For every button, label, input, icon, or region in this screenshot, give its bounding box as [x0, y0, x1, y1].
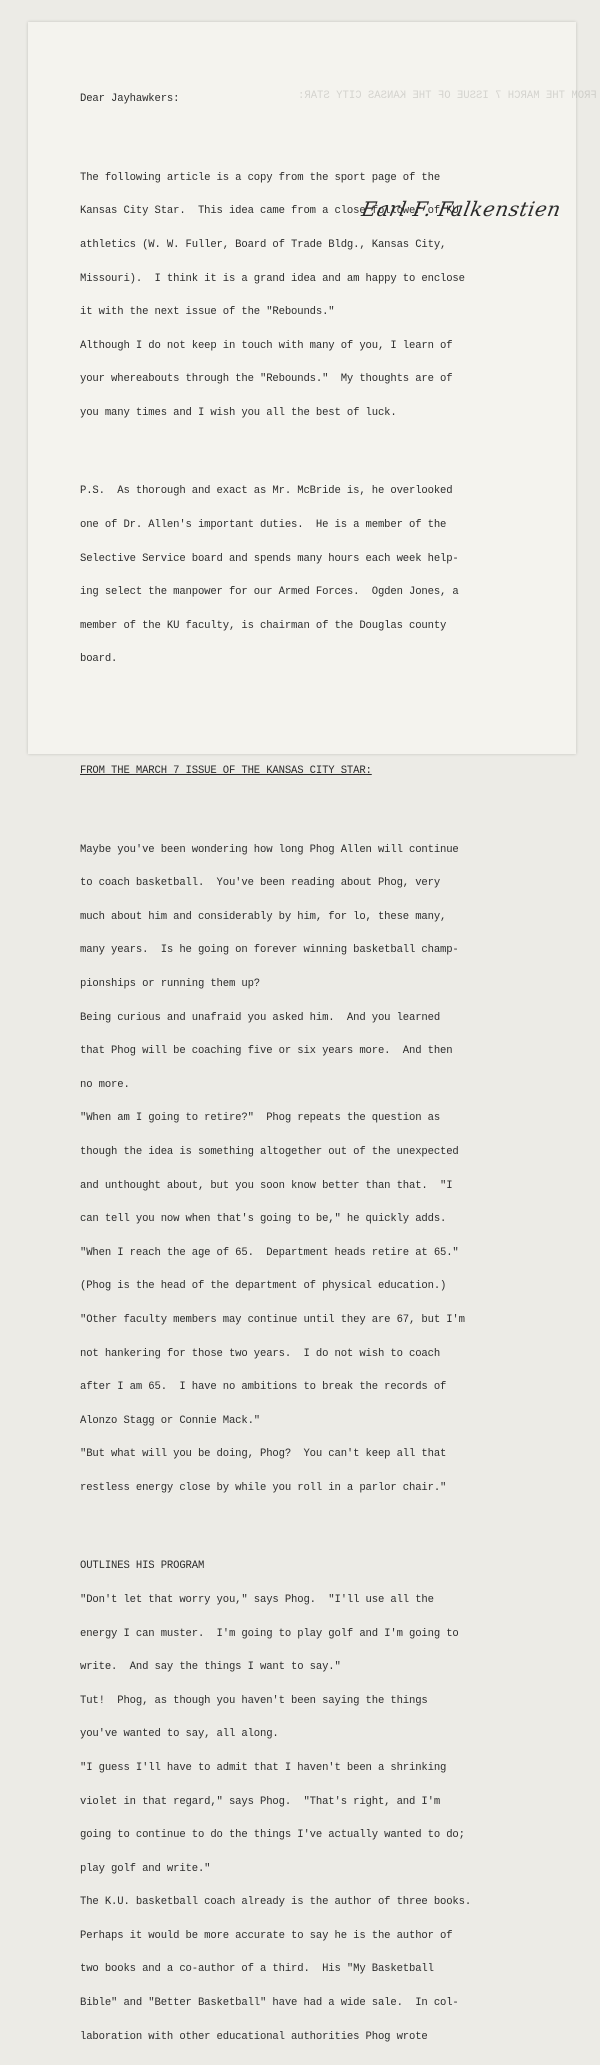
intro-line: Missouri). I think it is a grand idea and am happy to enclose — [80, 272, 465, 285]
salutation: Dear Jayhawkers: — [80, 93, 180, 106]
article-line: much about him and considerably by him, for lo, these many, — [80, 910, 447, 923]
program-line: Bible" and "Better Basketball" have had a wide sale. In col- — [80, 1997, 459, 2010]
article-line: pionships or running them up? — [80, 978, 261, 991]
article-line: that Phog will be coaching five or six years more. And then — [80, 1045, 453, 1058]
ps-line: ing select the manpower for our Armed Forces. Ogden Jones, a — [80, 586, 459, 599]
subheading: OUTLINES HIS PROGRAM — [80, 1560, 205, 1573]
signature: Earl F. Falkenstien — [359, 197, 564, 221]
intro-line: you many times and I wish you all the best of luck. — [80, 406, 397, 419]
intro-line: Kansas City Star. This idea came from a close follower of KU — [80, 205, 459, 218]
program-line: "I guess I'll have to admit that I haven't been a shrinking — [80, 1761, 447, 1774]
intro-line: it with the next issue of the "Rebounds." — [80, 306, 335, 319]
letter-body — [80, 72, 560, 2065]
intro-line: your whereabouts through the "Rebounds." My thoughts are of — [80, 373, 453, 386]
article-line: Being curious and unafraid you asked him. And you learned — [80, 1011, 441, 1024]
article-line: (Phog is the head of the department of physical education.) — [80, 1280, 447, 1293]
program-line: write. And say the things I want to say." — [80, 1661, 341, 1674]
intro-line: The following article is a copy from the sport page of the — [80, 171, 441, 184]
article-line: not hankering for those two years. I do not wish to coach — [80, 1347, 441, 1360]
article-line: no more. — [80, 1078, 130, 1091]
program-line: laboration with other educational authorities Phog wrote — [80, 2030, 428, 2043]
article-line: restless energy close by while you roll in a parlor chair." — [80, 1481, 447, 1494]
program-line: "Don't let that worry you," says Phog. "I'll use all the — [80, 1593, 434, 1606]
program-line: The K.U. basketball coach already is the author of three books. — [80, 1896, 472, 1909]
program-line: Tut! Phog, as though you haven't been saying the things — [80, 1694, 428, 1707]
program-line: play golf and write." — [80, 1862, 211, 1875]
ps-line: Selective Service board and spends many hours each week help- — [80, 552, 459, 565]
article-line: "Other faculty members may continue until they are 67, but I'm — [80, 1314, 465, 1326]
program-line: violet in that regard," says Phog. "That's right, and I'm — [80, 1795, 441, 1808]
program-line: Perhaps it would be more accurate to say he is the author of — [80, 1929, 453, 1942]
ps-line: board. — [80, 653, 118, 666]
program-line: two books and a co-author of a third. His "My Basketball — [80, 1963, 434, 1976]
article-line: can tell you now when that's going to be," he quickly adds. — [80, 1213, 447, 1226]
article-line: and unthought about, but you soon know better than that. "I — [80, 1179, 453, 1192]
document-page — [28, 22, 597, 2043]
ps-line: P.S. As thorough and exact as Mr. McBride is, he overlooked — [80, 485, 453, 498]
article-line: Maybe you've been wondering how long Phog Allen will continue — [80, 843, 459, 856]
intro-line: Although I do not keep in touch with many of you, I learn of — [80, 339, 453, 352]
article-line: "When am I going to retire?" Phog repeats the question as — [80, 1112, 441, 1125]
program-line: going to continue to do the things I've actually wanted to do; — [80, 1829, 465, 1842]
program-line: energy I can muster. I'm going to play golf and I'm going to — [80, 1627, 459, 1640]
ps-line: one of Dr. Allen's important duties. He is a member of the — [80, 518, 447, 531]
bleed-through-text: FROM THE MARCH 7 ISSUE OF THE KANSAS CITY STAR: — [298, 90, 597, 102]
article-line: Alonzo Stagg or Connie Mack." — [80, 1414, 261, 1427]
ps-line: member of the KU faculty, is chairman of the Douglas county — [80, 619, 447, 632]
article-line: many years. Is he going on forever winning basketball champ- — [80, 944, 459, 957]
article-line: to coach basketball. You've been reading about Phog, very — [80, 877, 441, 890]
article-line: "But what will you be doing, Phog? You can't keep all that — [80, 1448, 447, 1461]
intro-line: athletics (W. W. Fuller, Board of Trade Bldg., Kansas City, — [80, 238, 447, 251]
program-line: you've wanted to say, all along. — [80, 1728, 279, 1741]
article-line: though the idea is something altogether out of the unexpected — [80, 1146, 459, 1159]
article-heading: FROM THE MARCH 7 ISSUE OF THE KANSAS CITY STAR: — [80, 765, 372, 778]
article-line: after I am 65. I have no ambitions to break the records of — [80, 1381, 447, 1394]
article-line: "When I reach the age of 65. Department heads retire at 65." — [80, 1246, 459, 1259]
